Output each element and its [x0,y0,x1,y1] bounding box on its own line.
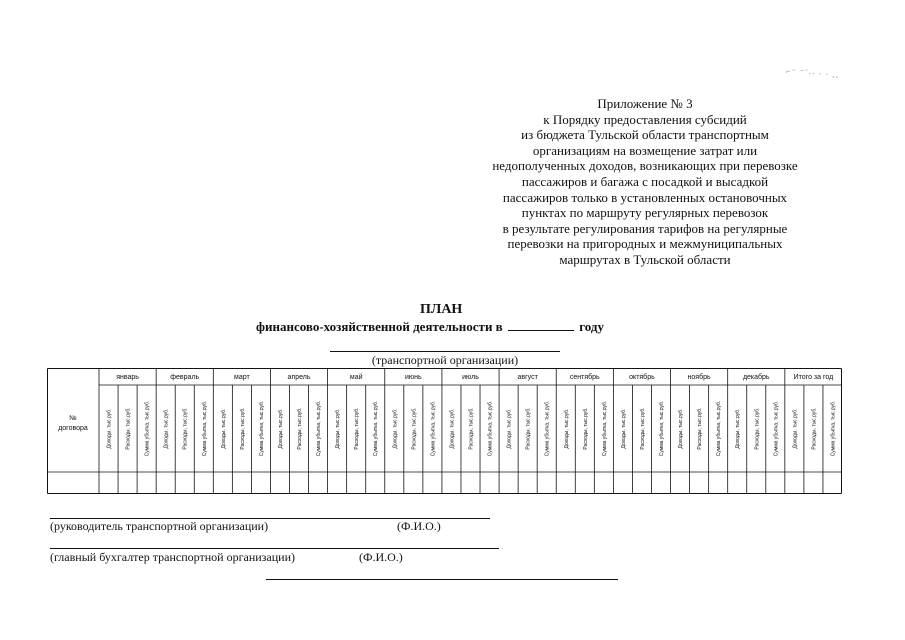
header-line-1: Приложение № 3 [597,96,693,111]
plan-subtitle-text: финансово-хозяйственной деятельности в [256,319,503,334]
organization-caption: (транспортной организации) [371,353,519,367]
footer-separator-line [266,579,618,580]
accountant-signature-label: (главный бухгалтер транспортной организации) [50,550,295,564]
month-header-7: июль [462,374,479,381]
subcolumn-header: Расходы, тыс.руб. [182,407,189,450]
month-header-1: январь [116,374,139,381]
month-header-13: Итого за год [793,374,834,381]
subcolumn-header: Доходы, тыс.руб. [392,408,399,449]
subcolumn-header: Сумма убытка, тыс.руб. [544,400,551,457]
subcolumn-header: Сумма убытка, тыс.руб. [430,400,437,457]
year-blank-field[interactable] [508,319,574,331]
subcolumn-header: Сумма убытка, тыс.руб. [830,400,837,457]
header-line-5: недополученных доходов, возникающих при перевозке [492,158,798,174]
subcolumn-header: Сумма убытка, тыс.руб. [659,400,666,457]
scan-artifact-mark: ⌐⁻ ⁻ˉ˴˴ ˴ ˴ ˳˳ [785,66,840,79]
organization-name-line[interactable] [330,351,560,352]
subcolumn-header: Сумма убытка, тыс.руб. [201,400,208,457]
header-line-2: к Порядку предоставления субсидий [543,111,747,127]
subcolumn-header: Сумма убытка, тыс.руб. [601,400,608,457]
header-line-8: пунктах по маршруту регулярных перевозок [521,205,769,221]
subcolumn-header: Расходы, тыс.руб. [468,407,475,450]
subcolumn-header: Доходы, тыс.руб. [506,408,513,449]
subcolumn-header: Доходы, тыс.руб. [678,408,685,449]
subcolumn-header: Сумма убытка, тыс.руб. [716,400,723,457]
header-line-10: перевозки на пригородных и межмуниципальных [507,236,783,252]
subcolumn-header: Расходы, тыс.руб. [811,407,818,450]
month-header-10: октябрь [629,374,655,381]
header-line-3: из бюджета Тульской области транспортным [521,127,769,143]
header-line-4: организациям на возмещение затрат или [532,142,758,158]
plan-table-grid [47,368,842,494]
table-header-contract: договора [58,425,88,432]
accountant-fio-label: (Ф.И.О.) [359,550,403,564]
subcolumn-header: Расходы, тыс.руб. [754,407,761,450]
appendix-header [455,96,835,268]
subcolumn-header: Расходы, тыс.руб. [411,407,418,450]
month-header-3: март [234,374,250,381]
subcolumn-header: Сумма убытка, тыс.руб. [144,400,151,457]
subcolumn-header: Доходы, тыс.руб. [220,408,227,449]
subcolumn-header: Доходы, тыс.руб. [735,408,742,449]
header-line-6: пассажиров и багажа с посадкой и высадкой [521,173,769,189]
month-header-12: декабрь [742,374,770,381]
table-header-number: № [69,415,77,422]
accountant-signature-line[interactable] [50,548,499,549]
subcolumn-header: Расходы, тыс.руб. [125,407,132,450]
subcolumn-header: Доходы, тыс.руб. [277,408,284,449]
subcolumn-header: Доходы, тыс.руб. [563,408,570,449]
month-header-9: сентябрь [569,374,600,381]
subcolumn-header: Доходы, тыс.руб. [335,408,342,449]
subcolumn-header: Расходы, тыс.руб. [354,407,361,450]
plan-subtitle [256,319,604,335]
header-line-11: маршрутах в Тульской области [559,251,731,267]
plan-title: ПЛАН [420,302,463,317]
subcolumn-header: Сумма убытка, тыс.руб. [258,400,265,457]
month-header-8: август [517,374,538,381]
subcolumn-header: Сумма убытка, тыс.руб. [773,400,780,457]
director-fio-label: (Ф.И.О.) [397,519,441,533]
subcolumn-header: Расходы, тыс.руб. [525,407,532,450]
director-signature-label: (руководитель транспортной организации) [50,519,269,533]
month-header-2: февраль [170,374,200,381]
subcolumn-header: Сумма убытка, тыс.руб. [316,400,323,457]
header-line-9: в результате регулирования тарифов на регулярные [502,220,788,236]
subcolumn-header: Доходы, тыс.руб. [792,408,799,449]
subcolumn-header: Сумма убытка, тыс.руб. [373,400,380,457]
subcolumn-header: Доходы, тыс.руб. [620,408,627,449]
month-header-6: июнь [405,374,422,381]
subcolumn-header: Доходы, тыс.руб. [163,408,170,449]
subcolumn-header: Расходы, тыс.руб. [239,407,246,450]
subcolumn-header: Сумма убытка, тыс.руб. [487,400,494,457]
subcolumn-header: Расходы, тыс.руб. [297,407,304,450]
month-header-4: апрель [287,374,311,381]
subcolumn-header: Расходы, тыс.руб. [582,407,589,450]
month-header-5: май [349,374,363,381]
month-header-11: ноябрь [687,374,711,381]
subcolumn-header: Расходы, тыс.руб. [697,407,704,450]
plan-table [47,368,842,494]
header-line-7: пассажиров только в установленных остановочных [502,189,788,205]
plan-subtitle-year-word: году [579,319,604,334]
subcolumn-header: Расходы, тыс.руб. [639,407,646,450]
subcolumn-header: Доходы, тыс.руб. [449,408,456,449]
subcolumn-header: Доходы, тыс.руб. [106,408,113,449]
